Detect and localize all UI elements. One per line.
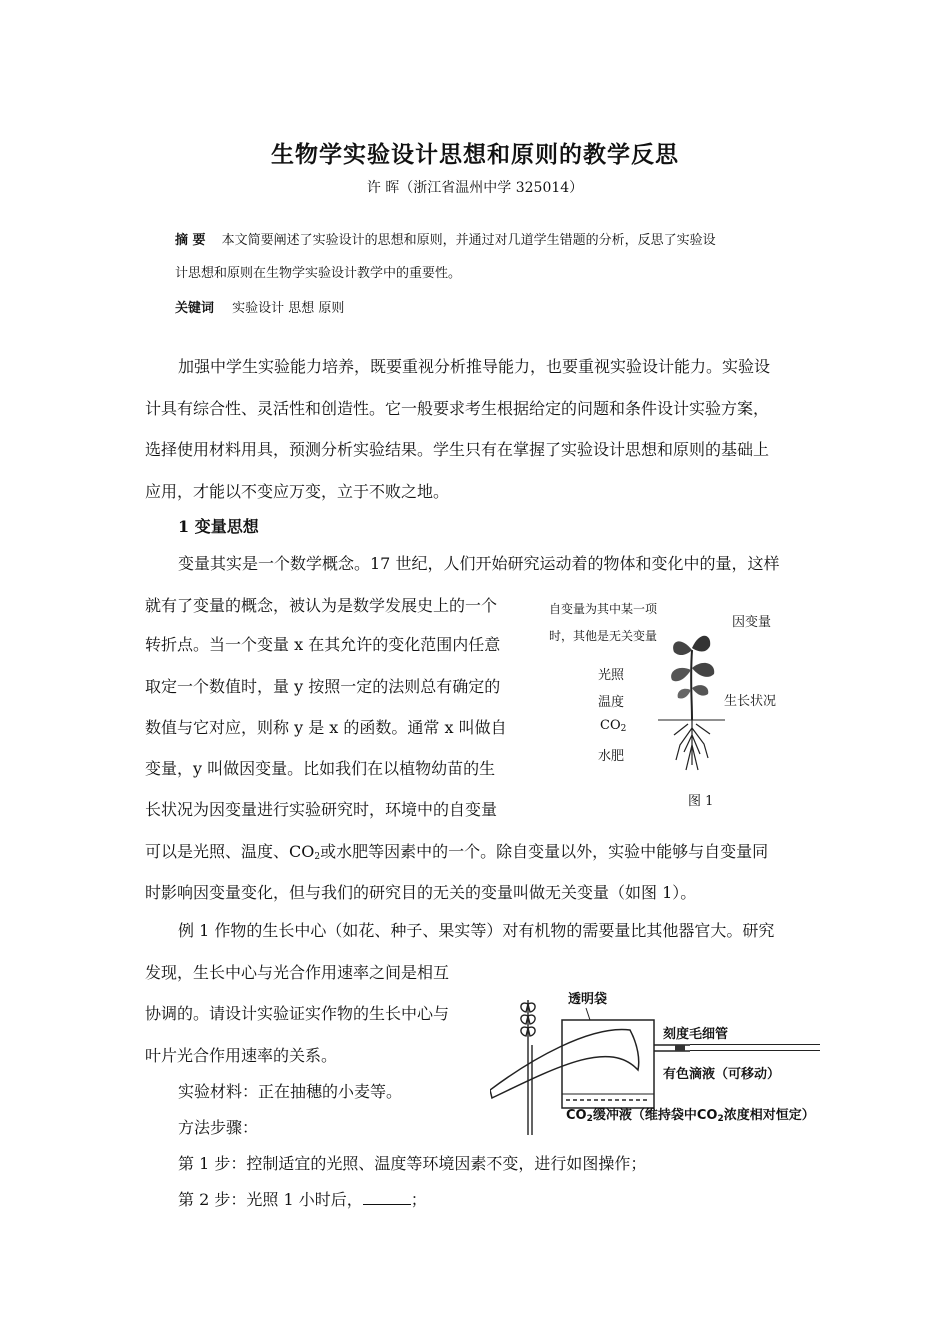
keywords-label: 关键词 (175, 301, 215, 316)
section1-wrap-1: 就有了变量的概念，被认为是数学发展史上的一个 (145, 596, 498, 615)
fig1-factor-co2: $CO_2$ (600, 718, 627, 734)
section1-full-2: 时影响因变量变化，但与我们的研究目的无关的变量叫做无关变量（如图 1）。 (145, 883, 697, 902)
fig1-factor-light: 光照 (598, 668, 625, 683)
abstract (175, 229, 716, 248)
leaf (692, 663, 714, 677)
fig2-droplet-label: 有色滴液（可移动） (663, 1067, 781, 1082)
bag-pointer (586, 1008, 590, 1020)
leaf (673, 641, 692, 655)
page-title: 生物学实验设计思想和原则的教学反思 (271, 141, 679, 168)
intro-line-2: 计具有综合性、灵活性和创造性。它一般要求考生根据给定的问题和条件设计实验方案， (145, 399, 770, 418)
colored-droplet (675, 1045, 685, 1051)
stem (691, 650, 692, 720)
example1-wrap-2: 协调的。请设计实验证实作物的生长中心与 (145, 1004, 450, 1023)
section1-wrap-5: 变量，y 叫做因变量。比如我们在以植物幼苗的生 (145, 759, 496, 778)
section1-line-1: 变量其实是一个数学概念。17 世纪，人们开始研究运动着的物体和变化中的量，这样 (178, 554, 780, 573)
section1-wrap-6: 长状况为因变量进行实验研究时，环境中的自变量 (145, 800, 498, 819)
capillary-extension (690, 1044, 820, 1045)
fig1-note-2: 时，其他是无关变量 (549, 629, 658, 643)
fig1-factor-temperature: 温度 (598, 695, 625, 710)
example1-wrap-3: 叶片光合作用速率的关系。 (145, 1046, 338, 1065)
leaf (671, 668, 691, 681)
fig1-caption: 图 1 (688, 794, 714, 809)
fig2-buffer-label: $CO_2$缓冲液（维持袋中$CO_2$浓度相对恒定） (566, 1108, 815, 1124)
roots (674, 720, 710, 770)
example1-method: 方法步骤： (178, 1118, 259, 1137)
leaf (678, 689, 691, 699)
fig2-capillary-label: 刻度毛细管 (663, 1027, 729, 1042)
seedling-illustration (640, 620, 730, 775)
example1-materials: 实验材料：正在抽穗的小麦等。 (178, 1082, 403, 1101)
leaf (692, 685, 708, 695)
transparent-bag (562, 1020, 654, 1108)
fig2-bag-label: 透明袋 (568, 992, 608, 1007)
fig1-dependent-label: 因变量 (732, 615, 772, 630)
section1-full-1: 可以是光照、温度、$CO_2$或水肥等因素中的一个。除自变量以外，实验中能够与自变量同 (145, 842, 769, 862)
capillary-extension (690, 1050, 820, 1051)
intro-line-4: 应用，才能以不变应万变，立于不败之地。 (145, 482, 450, 501)
answer-blank[interactable] (363, 1190, 411, 1205)
fig1-factor-fertilizer: 水肥 (598, 749, 625, 764)
fig1-growth-label: 生长状况 (724, 694, 777, 709)
section1-wrap-4: 数值与它对应，则称 y 是 x 的函数。通常 x 叫做自 (145, 718, 507, 737)
fig1-note-1: 自变量为其中某一项 (549, 602, 658, 616)
intro-line-1: 加强中学生实验能力培养，既要重视分析推导能力，也要重视实验设计能力。实验设 (178, 357, 771, 376)
wheat-ear (521, 1000, 535, 1045)
example1-line-1: 例 1 作物的生长中心（如花、种子、果实等）对有机物的需要量比其他器官大。研究 (178, 921, 775, 940)
section-heading-1: 1 变量思想 (178, 517, 259, 536)
section1-wrap-3: 取定一个数值时，量 y 按照一定的法则总有确定的 (145, 677, 501, 696)
keywords (175, 297, 344, 316)
example1-step-1: 第 1 步：控制适宜的光照、温度等环境因素不变，进行如图操作； (178, 1154, 647, 1173)
abstract-line-2: 计思想和原则在生物学实验设计教学中的重要性。 (175, 266, 462, 281)
keywords-text: 实验设计 思想 原则 (232, 301, 345, 316)
abstract-line-1: 本文简要阐述了实验设计的思想和原则，并通过对几道学生错题的分析，反思了实验设 (221, 233, 716, 248)
example1-step-2: 第 2 步：光照 1 小时后， ； (178, 1190, 427, 1209)
wheat-leaf (490, 1030, 639, 1098)
leaf (692, 636, 710, 652)
author-line: 许 晖（浙江省温州中学 325014） (366, 180, 584, 196)
example1-wrap-1: 发现，生长中心与光合作用速率之间是相互 (145, 963, 450, 982)
intro-line-3: 选择使用材料用具，预测分析实验结果。学生只有在掌握了实验设计思想和原则的基础上 (145, 440, 770, 459)
section1-wrap-2: 转折点。当一个变量 x 在其允许的变化范围内任意 (145, 635, 501, 654)
abstract-label: 摘 要 (175, 233, 206, 248)
